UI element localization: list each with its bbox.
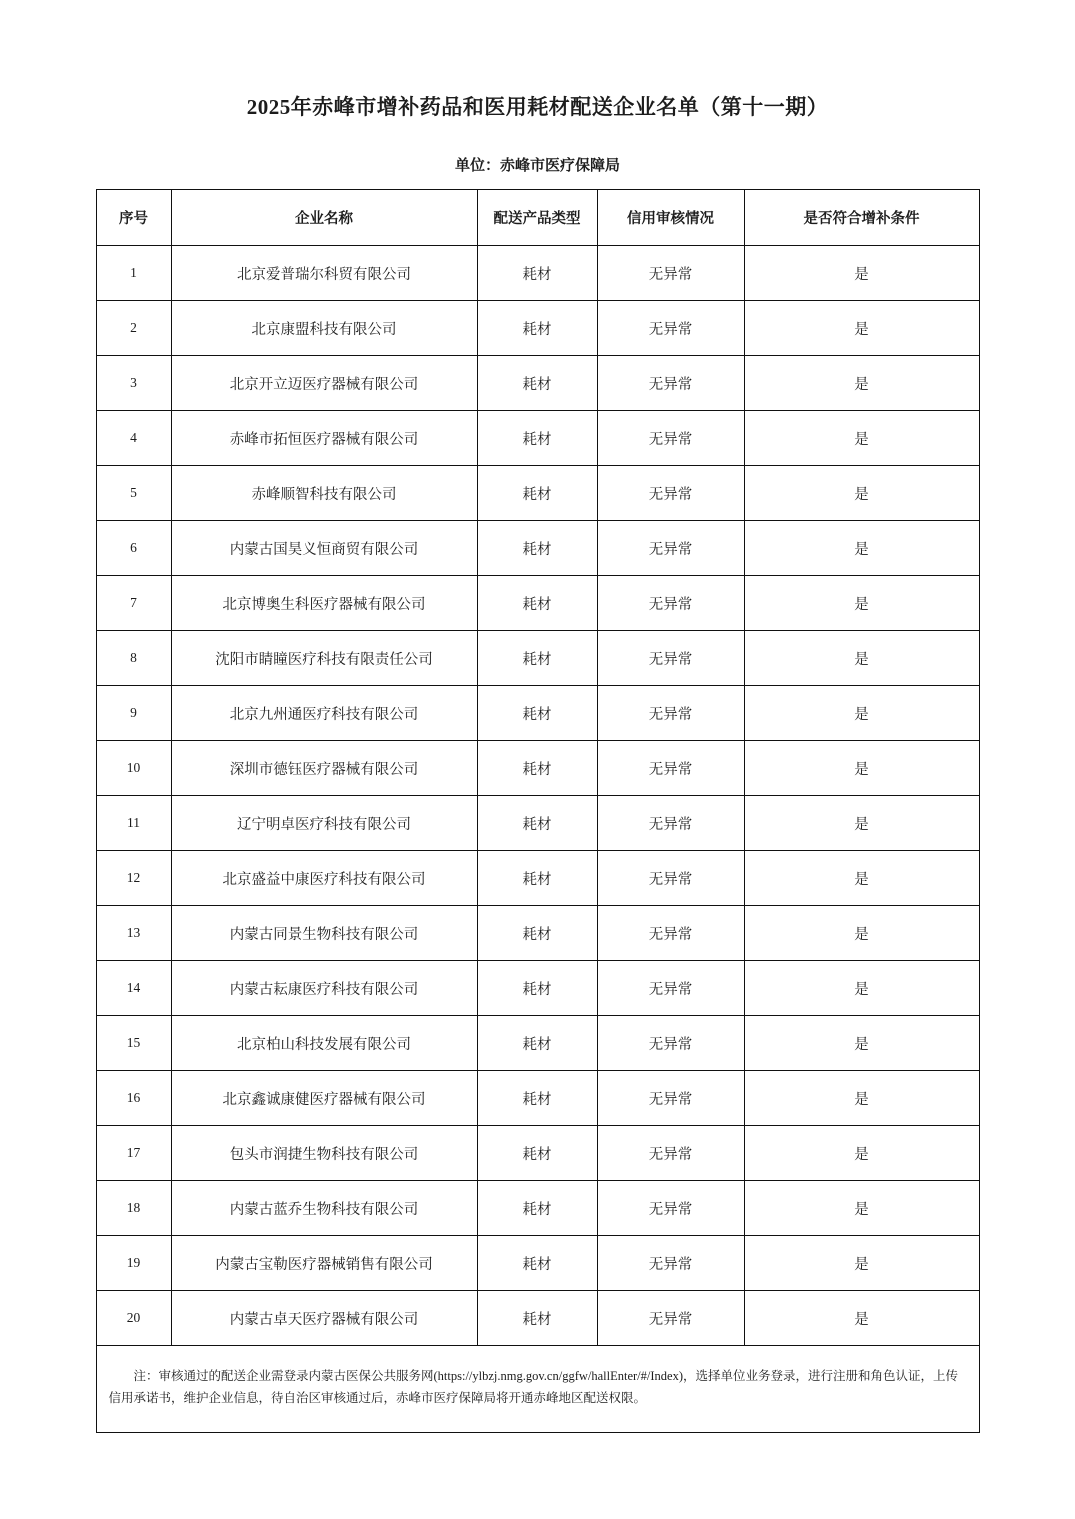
cell-no: 2 xyxy=(96,301,171,356)
cell-qualified: 是 xyxy=(744,1181,979,1236)
cell-type: 耗材 xyxy=(477,1236,597,1291)
cell-credit: 无异常 xyxy=(597,1126,744,1181)
table-row xyxy=(96,1016,979,1071)
cell-name: 北京鑫诚康健医疗器械有限公司 xyxy=(171,1071,477,1126)
cell-no: 12 xyxy=(96,851,171,906)
cell-type: 耗材 xyxy=(477,466,597,521)
cell-type: 耗材 xyxy=(477,851,597,906)
cell-name: 深圳市德钰医疗器械有限公司 xyxy=(171,741,477,796)
cell-credit: 无异常 xyxy=(597,576,744,631)
cell-qualified: 是 xyxy=(744,796,979,851)
cell-name: 内蒙古卓天医疗器械有限公司 xyxy=(171,1291,477,1346)
header-row xyxy=(96,190,979,246)
cell-no: 1 xyxy=(96,246,171,301)
cell-type: 耗材 xyxy=(477,1016,597,1071)
cell-type: 耗材 xyxy=(477,246,597,301)
column-header-2: 配送产品类型 xyxy=(477,190,597,246)
cell-qualified: 是 xyxy=(744,1126,979,1181)
table-row xyxy=(96,246,979,301)
cell-type: 耗材 xyxy=(477,576,597,631)
company-table xyxy=(96,189,980,1433)
cell-qualified: 是 xyxy=(744,961,979,1016)
table-row xyxy=(96,906,979,961)
cell-name: 包头市润捷生物科技有限公司 xyxy=(171,1126,477,1181)
table-row xyxy=(96,1181,979,1236)
cell-qualified: 是 xyxy=(744,1016,979,1071)
cell-type: 耗材 xyxy=(477,301,597,356)
cell-qualified: 是 xyxy=(744,906,979,961)
table-row xyxy=(96,576,979,631)
cell-type: 耗材 xyxy=(477,631,597,686)
cell-credit: 无异常 xyxy=(597,851,744,906)
cell-no: 13 xyxy=(96,906,171,961)
cell-qualified: 是 xyxy=(744,356,979,411)
page-title: 2025年赤峰市增补药品和医用耗材配送企业名单（第十一期） xyxy=(246,95,829,119)
cell-credit: 无异常 xyxy=(597,356,744,411)
cell-name: 赤峰市拓恒医疗器械有限公司 xyxy=(171,411,477,466)
cell-no: 14 xyxy=(96,961,171,1016)
table-row xyxy=(96,466,979,521)
cell-name: 内蒙古蓝乔生物科技有限公司 xyxy=(171,1181,477,1236)
cell-credit: 无异常 xyxy=(597,906,744,961)
table-row xyxy=(96,521,979,576)
cell-no: 9 xyxy=(96,686,171,741)
cell-no: 15 xyxy=(96,1016,171,1071)
table-row xyxy=(96,1291,979,1346)
cell-name: 北京九州通医疗科技有限公司 xyxy=(171,686,477,741)
cell-type: 耗材 xyxy=(477,356,597,411)
table-row xyxy=(96,1126,979,1181)
table-row xyxy=(96,796,979,851)
cell-qualified: 是 xyxy=(744,301,979,356)
column-header-3: 信用审核情况 xyxy=(597,190,744,246)
note-cell xyxy=(96,1346,979,1433)
cell-no: 4 xyxy=(96,411,171,466)
cell-credit: 无异常 xyxy=(597,1181,744,1236)
cell-no: 18 xyxy=(96,1181,171,1236)
cell-name: 内蒙古宝勒医疗器械销售有限公司 xyxy=(171,1236,477,1291)
table-row xyxy=(96,1236,979,1291)
table-row xyxy=(96,356,979,411)
cell-name: 北京柏山科技发展有限公司 xyxy=(171,1016,477,1071)
cell-name: 北京盛益中康医疗科技有限公司 xyxy=(171,851,477,906)
cell-qualified: 是 xyxy=(744,466,979,521)
cell-qualified: 是 xyxy=(744,1071,979,1126)
cell-name: 北京博奥生科医疗器械有限公司 xyxy=(171,576,477,631)
cell-credit: 无异常 xyxy=(597,796,744,851)
cell-type: 耗材 xyxy=(477,411,597,466)
cell-qualified: 是 xyxy=(744,1291,979,1346)
cell-type: 耗材 xyxy=(477,906,597,961)
cell-credit: 无异常 xyxy=(597,246,744,301)
cell-credit: 无异常 xyxy=(597,961,744,1016)
cell-credit: 无异常 xyxy=(597,1291,744,1346)
cell-no: 8 xyxy=(96,631,171,686)
cell-type: 耗材 xyxy=(477,1126,597,1181)
cell-type: 耗材 xyxy=(477,521,597,576)
cell-no: 16 xyxy=(96,1071,171,1126)
note-row xyxy=(96,1346,979,1433)
cell-name: 北京爱普瑞尔科贸有限公司 xyxy=(171,246,477,301)
table-header xyxy=(96,190,979,246)
table-row xyxy=(96,686,979,741)
cell-type: 耗材 xyxy=(477,1181,597,1236)
cell-credit: 无异常 xyxy=(597,521,744,576)
table-row xyxy=(96,741,979,796)
cell-qualified: 是 xyxy=(744,741,979,796)
column-header-1: 企业名称 xyxy=(171,190,477,246)
cell-no: 17 xyxy=(96,1126,171,1181)
cell-qualified: 是 xyxy=(744,576,979,631)
footnote-text: 注：审核通过的配送企业需登录内蒙古医保公共服务网(https://ylbzj.nmg.gov.cn/ggfw/hallEnter/#/Index)，选择单位业务登录，进行注册和角色认证，上传信用承诺书，维护企业信息，待自治区审核通过后，赤峰市医疗保障局将开通赤峰地区配送权限。 xyxy=(108,1369,958,1405)
table-body xyxy=(96,246,979,1346)
cell-credit: 无异常 xyxy=(597,466,744,521)
table-row xyxy=(96,411,979,466)
cell-name: 北京开立迈医疗器械有限公司 xyxy=(171,356,477,411)
cell-name: 沈阳市睛瞳医疗科技有限责任公司 xyxy=(171,631,477,686)
cell-no: 19 xyxy=(96,1236,171,1291)
cell-type: 耗材 xyxy=(477,1291,597,1346)
issuing-unit-subtitle: 单位：赤峰市医疗保障局 xyxy=(454,158,620,174)
cell-no: 7 xyxy=(96,576,171,631)
cell-name: 内蒙古同景生物科技有限公司 xyxy=(171,906,477,961)
cell-type: 耗材 xyxy=(477,741,597,796)
cell-qualified: 是 xyxy=(744,631,979,686)
cell-qualified: 是 xyxy=(744,1236,979,1291)
cell-no: 10 xyxy=(96,741,171,796)
cell-type: 耗材 xyxy=(477,796,597,851)
cell-credit: 无异常 xyxy=(597,411,744,466)
table-footer xyxy=(96,1346,979,1433)
column-header-4: 是否符合增补条件 xyxy=(744,190,979,246)
cell-name: 内蒙古国昊义恒商贸有限公司 xyxy=(171,521,477,576)
cell-type: 耗材 xyxy=(477,961,597,1016)
table-row xyxy=(96,1071,979,1126)
table-row xyxy=(96,301,979,356)
cell-no: 6 xyxy=(96,521,171,576)
cell-qualified: 是 xyxy=(744,521,979,576)
column-header-0: 序号 xyxy=(96,190,171,246)
cell-name: 北京康盟科技有限公司 xyxy=(171,301,477,356)
cell-no: 5 xyxy=(96,466,171,521)
table-row xyxy=(96,631,979,686)
table-row xyxy=(96,851,979,906)
cell-no: 3 xyxy=(96,356,171,411)
cell-qualified: 是 xyxy=(744,686,979,741)
cell-credit: 无异常 xyxy=(597,631,744,686)
cell-name: 赤峰顺智科技有限公司 xyxy=(171,466,477,521)
cell-credit: 无异常 xyxy=(597,686,744,741)
cell-qualified: 是 xyxy=(744,411,979,466)
cell-credit: 无异常 xyxy=(597,1016,744,1071)
cell-type: 耗材 xyxy=(477,686,597,741)
cell-qualified: 是 xyxy=(744,246,979,301)
cell-credit: 无异常 xyxy=(597,301,744,356)
cell-credit: 无异常 xyxy=(597,1071,744,1126)
cell-no: 20 xyxy=(96,1291,171,1346)
cell-type: 耗材 xyxy=(477,1071,597,1126)
cell-no: 11 xyxy=(96,796,171,851)
cell-qualified: 是 xyxy=(744,851,979,906)
table-row xyxy=(96,961,979,1016)
cell-name: 内蒙古耘康医疗科技有限公司 xyxy=(171,961,477,1016)
cell-credit: 无异常 xyxy=(597,1236,744,1291)
cell-name: 辽宁明卓医疗科技有限公司 xyxy=(171,796,477,851)
cell-credit: 无异常 xyxy=(597,741,744,796)
